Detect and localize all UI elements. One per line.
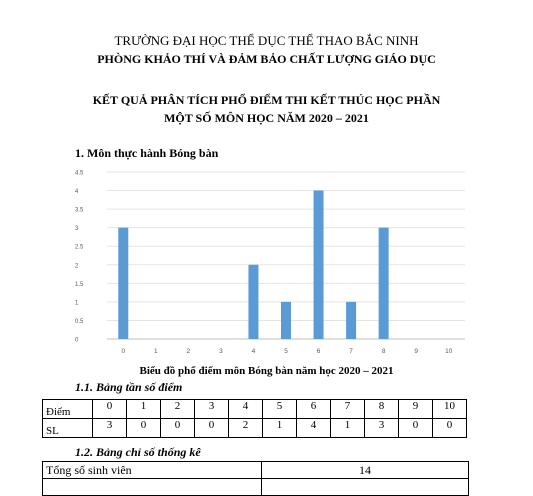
x-tick-label: 1 xyxy=(154,348,158,355)
score-cell: 1 xyxy=(127,400,161,419)
score-cell: 6 xyxy=(297,400,331,419)
freq-table-heading: 1.1. Bảng tần số điểm xyxy=(75,380,183,394)
x-tick-label: 9 xyxy=(414,348,418,355)
y-tick-label: 0 xyxy=(75,337,79,344)
x-tick-label: 4 xyxy=(251,348,256,355)
x-tick-label: 0 xyxy=(121,348,126,355)
count-cell: 0 xyxy=(399,419,433,438)
count-cell: 4 xyxy=(297,419,331,438)
x-tick-label: 10 xyxy=(445,348,453,355)
score-cell: 7 xyxy=(331,400,365,419)
bar xyxy=(379,228,389,339)
stat-value: 14 xyxy=(262,462,469,479)
chart-caption: Biểu đồ phổ điểm môn Bóng bàn năm học 2020 – 2021 xyxy=(139,365,394,377)
score-distribution-chart xyxy=(71,160,475,360)
y-tick-label: 3.5 xyxy=(75,207,84,214)
count-cell: 0 xyxy=(127,419,161,438)
score-cell: 10 xyxy=(433,400,467,419)
y-tick-label: 0.5 xyxy=(75,318,84,325)
x-tick-label: 8 xyxy=(381,348,386,355)
count-row-label: SL xyxy=(43,419,93,438)
stat-label: Tổng số sinh viên xyxy=(43,462,262,479)
stat-value-empty xyxy=(262,479,469,496)
x-tick-label: 3 xyxy=(219,348,223,355)
stat-table-heading: 1.2. Bảng chỉ số thống kê xyxy=(75,445,201,459)
statistics-table xyxy=(42,461,469,496)
x-tick-label: 2 xyxy=(186,348,191,355)
count-cell: 3 xyxy=(365,419,399,438)
y-tick-label: 1.5 xyxy=(75,281,84,288)
count-cell: 2 xyxy=(229,419,263,438)
y-tick-label: 4 xyxy=(75,189,79,196)
score-cell: 2 xyxy=(161,400,195,419)
score-row xyxy=(43,400,467,419)
university-name: TRƯỜNG ĐẠI HỌC THỂ DỤC THỂ THAO BẮC NINH xyxy=(114,33,419,48)
department-name xyxy=(0,52,533,67)
bar xyxy=(248,265,258,339)
y-tick-label: 2.5 xyxy=(75,244,84,251)
bar xyxy=(281,302,291,339)
y-tick-label: 1 xyxy=(75,300,79,307)
count-cell: 0 xyxy=(195,419,229,438)
bar xyxy=(118,228,128,339)
report-title-line2: MỘT SỐ MÔN HỌC NĂM 2020 – 2021 xyxy=(164,111,369,125)
report-title-line1: KẾT QUẢ PHÂN TÍCH PHỔ ĐIỂM THI KẾT THÚC HỌC PHẦN xyxy=(92,93,441,107)
x-tick-label: 7 xyxy=(349,348,353,355)
count-row xyxy=(43,419,467,438)
y-tick-label: 3 xyxy=(75,226,79,233)
department-name-text: PHÒNG KHẢO THÍ VÀ ĐẢM BẢO CHẤT LƯỢNG GIÁO DỤC xyxy=(97,52,436,66)
bar xyxy=(314,191,324,339)
y-tick-label: 4.5 xyxy=(75,170,84,177)
table-row xyxy=(43,479,469,496)
table-row xyxy=(43,462,469,479)
count-cell: 0 xyxy=(161,419,195,438)
score-cell: 4 xyxy=(229,400,263,419)
section-heading: 1. Môn thực hành Bóng bàn xyxy=(75,146,219,160)
score-cell: 5 xyxy=(263,400,297,419)
x-tick-label: 5 xyxy=(284,348,288,355)
y-tick-label: 2 xyxy=(75,263,79,270)
score-row-label: Điểm xyxy=(43,400,93,419)
stat-label-empty xyxy=(43,479,262,496)
count-cell: 3 xyxy=(93,419,127,438)
score-cell: 8 xyxy=(365,400,399,419)
bar xyxy=(346,302,356,339)
frequency-table xyxy=(42,399,467,438)
count-cell: 0 xyxy=(433,419,467,438)
count-cell: 1 xyxy=(263,419,297,438)
score-cell: 3 xyxy=(195,400,229,419)
score-cell: 9 xyxy=(399,400,433,419)
score-cell: 0 xyxy=(93,400,127,419)
x-tick-label: 6 xyxy=(316,348,321,355)
count-cell: 1 xyxy=(331,419,365,438)
